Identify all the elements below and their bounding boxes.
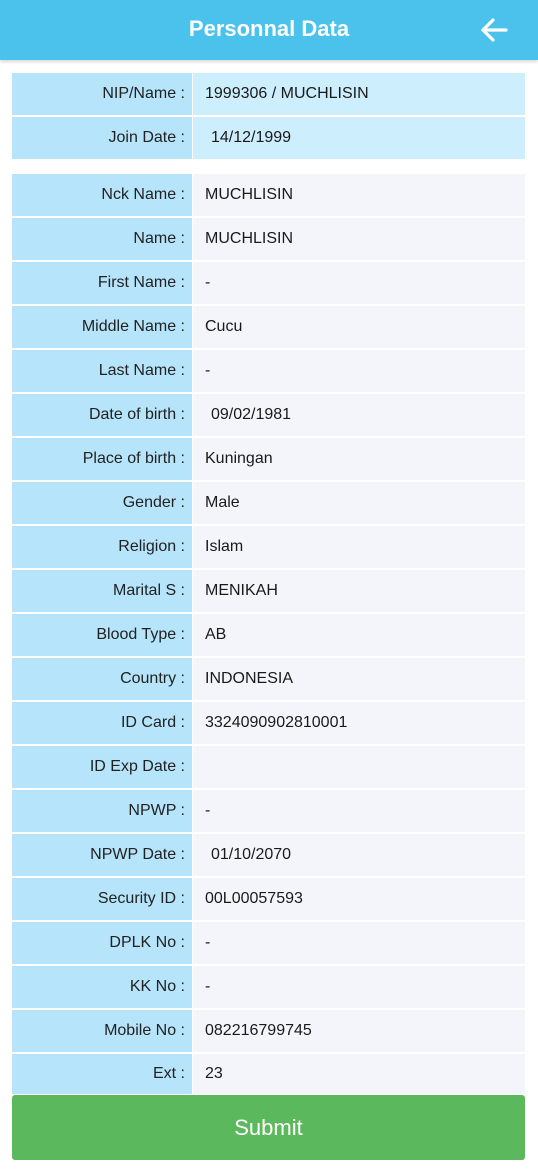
field-value[interactable]: - <box>193 966 525 1008</box>
personal-fields-card <box>12 174 525 1096</box>
field-label: ID Card : <box>12 702 192 744</box>
field-row-npwp <box>12 790 525 832</box>
field-label: ID Exp Date : <box>12 746 192 788</box>
field-label: Nck Name : <box>12 174 192 216</box>
field-row-name <box>12 218 525 260</box>
field-row-first-name <box>12 262 525 304</box>
field-value[interactable]: 23 <box>193 1054 525 1094</box>
field-label: Blood Type : <box>12 614 192 656</box>
field-label: Middle Name : <box>12 306 192 348</box>
field-value[interactable]: MENIKAH <box>193 570 525 612</box>
summary-row-join-date <box>12 117 525 159</box>
field-row-security-id <box>12 878 525 920</box>
field-value[interactable]: - <box>193 790 525 832</box>
summary-row-nip-name <box>12 73 525 115</box>
field-value: 14/12/1999 <box>193 117 525 159</box>
field-value[interactable]: 01/10/2070 <box>193 834 525 876</box>
field-row-last-name <box>12 350 525 392</box>
field-row-date-of-birth <box>12 394 525 436</box>
field-label: Gender : <box>12 482 192 524</box>
field-label: KK No : <box>12 966 192 1008</box>
field-row-place-of-birth <box>12 438 525 480</box>
field-value[interactable]: Male <box>193 482 525 524</box>
field-label: Religion : <box>12 526 192 568</box>
field-label: First Name : <box>12 262 192 304</box>
field-row-dplk-no <box>12 922 525 964</box>
field-value[interactable]: 09/02/1981 <box>193 394 525 436</box>
field-label: Ext : <box>12 1054 192 1094</box>
summary-card <box>12 73 525 161</box>
field-row-id-card <box>12 702 525 744</box>
field-row-ext <box>12 1054 525 1094</box>
field-label: Join Date : <box>12 117 192 159</box>
field-label: Name : <box>12 218 192 260</box>
back-button[interactable] <box>478 16 510 44</box>
field-label: Security ID : <box>12 878 192 920</box>
field-row-id-exp-date <box>12 746 525 788</box>
field-row-middle-name <box>12 306 525 348</box>
field-label: NIP/Name : <box>12 73 192 115</box>
field-label: NPWP Date : <box>12 834 192 876</box>
field-value[interactable]: - <box>193 922 525 964</box>
field-row-blood-type <box>12 614 525 656</box>
field-row-marital-status <box>12 570 525 612</box>
field-value[interactable]: 3324090902810001 <box>193 702 525 744</box>
field-label: NPWP : <box>12 790 192 832</box>
arrow-left-icon <box>478 16 510 44</box>
field-label: Marital S : <box>12 570 192 612</box>
field-value[interactable]: - <box>193 350 525 392</box>
field-value[interactable]: 082216799745 <box>193 1010 525 1052</box>
field-row-gender <box>12 482 525 524</box>
field-value[interactable]: INDONESIA <box>193 658 525 700</box>
field-value[interactable] <box>193 746 525 788</box>
submit-button[interactable]: Submit <box>12 1095 525 1160</box>
field-value[interactable]: MUCHLISIN <box>193 218 525 260</box>
field-value[interactable]: Islam <box>193 526 525 568</box>
field-value[interactable]: - <box>193 262 525 304</box>
field-label: Date of birth : <box>12 394 192 436</box>
field-value[interactable]: Kuningan <box>193 438 525 480</box>
field-value[interactable]: MUCHLISIN <box>193 174 525 216</box>
field-label: Last Name : <box>12 350 192 392</box>
field-value: 1999306 / MUCHLISIN <box>193 73 525 115</box>
field-row-npwp-date <box>12 834 525 876</box>
field-label: Mobile No : <box>12 1010 192 1052</box>
field-value[interactable]: Cucu <box>193 306 525 348</box>
field-label: Place of birth : <box>12 438 192 480</box>
field-value[interactable]: 00L00057593 <box>193 878 525 920</box>
app-header <box>0 0 538 60</box>
field-row-kk-no <box>12 966 525 1008</box>
field-row-nickname <box>12 174 525 216</box>
field-label: Country : <box>12 658 192 700</box>
field-value[interactable]: AB <box>193 614 525 656</box>
page-title: Personnal Data <box>188 16 350 41</box>
field-label: DPLK No : <box>12 922 192 964</box>
field-row-religion <box>12 526 525 568</box>
field-row-mobile-no <box>12 1010 525 1052</box>
field-row-country <box>12 658 525 700</box>
